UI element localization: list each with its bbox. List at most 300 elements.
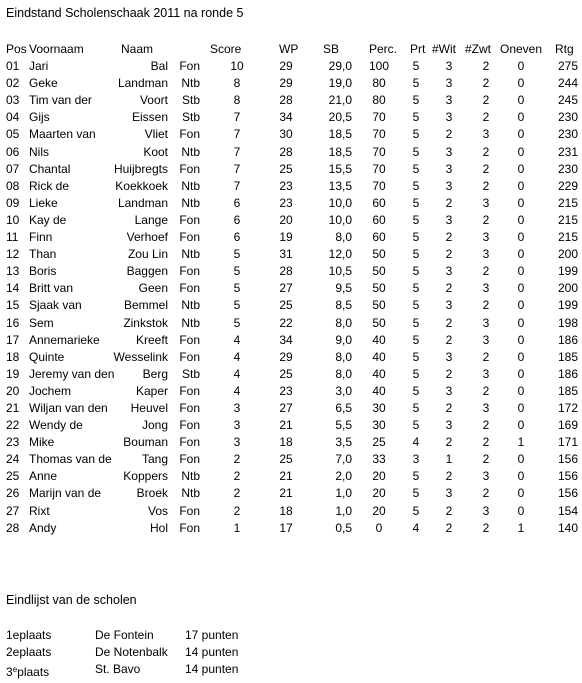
cell-perc: 40 — [372, 383, 386, 398]
cell-team: Ntb — [181, 76, 200, 91]
cell-team: Stb — [181, 366, 200, 381]
school-points: 17 punten — [185, 628, 239, 642]
cell-rtg: 169 — [557, 418, 578, 433]
cell-sb: 2,0 — [335, 469, 352, 484]
cell-score: 7 — [233, 127, 241, 142]
cell-pos: 24 — [6, 452, 20, 467]
cell-prt: 5 — [412, 247, 420, 262]
cell-last-name: Verhoef — [126, 230, 168, 245]
cell-wp: 29 — [279, 59, 293, 74]
cell-rtg: 186 — [557, 366, 578, 381]
cell-sb: 12,0 — [328, 247, 352, 262]
cell-first-name: Jeremy van den — [29, 366, 115, 381]
table-row — [0, 315, 582, 332]
cell-zwt: 3 — [482, 281, 490, 296]
cell-oneven: 0 — [517, 298, 525, 313]
cell-rtg: 230 — [557, 161, 578, 176]
header-first-name: Voornaam — [29, 42, 84, 56]
cell-sb: 10,0 — [328, 212, 352, 227]
cell-oneven: 0 — [517, 452, 525, 467]
cell-perc: 60 — [372, 230, 386, 245]
header-wit: #Wit — [432, 42, 456, 56]
cell-wit: 3 — [445, 212, 453, 227]
cell-team: Fon — [179, 161, 200, 176]
cell-pos: 08 — [6, 178, 20, 193]
cell-score: 5 — [233, 247, 241, 262]
cell-wit: 3 — [445, 93, 453, 108]
cell-wit: 3 — [445, 161, 453, 176]
cell-sb: 8,0 — [335, 349, 352, 364]
cell-last-name: Wesselink — [113, 349, 168, 364]
table-row — [0, 485, 582, 502]
cell-pos: 22 — [6, 418, 20, 433]
cell-pos: 23 — [6, 435, 20, 450]
cell-sb: 21,0 — [328, 93, 352, 108]
cell-perc: 80 — [372, 76, 386, 91]
cell-pos: 07 — [6, 161, 20, 176]
cell-rtg: 185 — [557, 349, 578, 364]
cell-pos: 28 — [6, 520, 20, 535]
cell-sb: 0,5 — [335, 520, 352, 535]
cell-pos: 12 — [6, 247, 20, 262]
cell-wp: 17 — [279, 520, 293, 535]
cell-rtg: 154 — [557, 503, 578, 518]
cell-prt: 5 — [412, 503, 420, 518]
cell-rtg: 156 — [557, 486, 578, 501]
cell-wit: 3 — [445, 418, 453, 433]
cell-last-name: Berg — [142, 366, 168, 381]
cell-first-name: Marijn van de — [29, 486, 102, 501]
cell-zwt: 2 — [482, 520, 490, 535]
cell-score: 2 — [233, 503, 241, 518]
table-row — [0, 58, 582, 75]
cell-wp: 22 — [279, 315, 293, 330]
cell-zwt: 2 — [482, 161, 490, 176]
cell-wp: 27 — [279, 400, 293, 415]
table-row — [0, 178, 582, 195]
cell-score: 8 — [233, 76, 241, 91]
table-row — [0, 417, 582, 434]
cell-sb: 3,5 — [335, 435, 352, 450]
cell-prt: 5 — [412, 76, 420, 91]
table-row — [0, 297, 582, 314]
cell-rtg: 186 — [557, 332, 578, 347]
cell-last-name: Hol — [149, 520, 168, 535]
cell-wp: 34 — [279, 332, 293, 347]
cell-score: 5 — [233, 281, 241, 296]
cell-rtg: 172 — [557, 400, 578, 415]
header-perc: Perc. — [369, 42, 398, 56]
cell-prt: 5 — [412, 400, 420, 415]
cell-first-name: Andy — [29, 520, 57, 535]
school-place-word: plaats — [19, 645, 52, 659]
cell-rtg: 229 — [557, 178, 578, 193]
cell-rtg: 140 — [557, 520, 578, 535]
list-item — [0, 661, 582, 678]
cell-zwt: 3 — [482, 195, 490, 210]
school-name: De Notenbalk — [95, 645, 168, 659]
table-header — [0, 41, 582, 58]
table-row — [0, 109, 582, 126]
cell-pos: 17 — [6, 332, 20, 347]
cell-wp: 27 — [279, 281, 293, 296]
cell-sb: 6,5 — [335, 400, 352, 415]
cell-first-name: Thomas van de — [29, 452, 112, 467]
cell-oneven: 0 — [517, 247, 525, 262]
cell-prt: 5 — [412, 315, 420, 330]
cell-wit: 1 — [445, 452, 453, 467]
cell-zwt: 3 — [482, 247, 490, 262]
header-prt: Prt — [410, 42, 426, 56]
cell-prt: 3 — [412, 452, 420, 467]
cell-last-name: Landman — [117, 195, 168, 210]
school-place-number: 1e — [6, 628, 20, 642]
table-row — [0, 229, 582, 246]
cell-wp: 19 — [279, 230, 293, 245]
cell-sb: 13,5 — [328, 178, 352, 193]
table-row — [0, 161, 582, 178]
cell-first-name: Wiljan van den — [29, 400, 108, 415]
table-row — [0, 332, 582, 349]
cell-perc: 70 — [372, 144, 386, 159]
cell-zwt: 3 — [482, 400, 490, 415]
cell-wp: 25 — [279, 298, 293, 313]
cell-sb: 7,0 — [335, 452, 352, 467]
cell-wit: 3 — [445, 486, 453, 501]
cell-wit: 3 — [445, 383, 453, 398]
cell-score: 4 — [233, 349, 241, 364]
cell-last-name: Landman — [117, 76, 168, 91]
cell-pos: 05 — [6, 127, 20, 142]
school-place — [6, 661, 49, 681]
cell-zwt: 2 — [482, 144, 490, 159]
cell-pos: 13 — [6, 264, 20, 279]
cell-first-name: Kay de — [29, 212, 67, 227]
cell-pos: 15 — [6, 298, 20, 313]
cell-team: Ntb — [181, 486, 200, 501]
cell-wp: 29 — [279, 76, 293, 91]
table-row — [0, 263, 582, 280]
cell-rtg: 215 — [557, 212, 578, 227]
cell-perc: 40 — [372, 332, 386, 347]
school-place-number: 2e — [6, 645, 20, 659]
cell-prt: 5 — [412, 144, 420, 159]
table-row — [0, 246, 582, 263]
cell-oneven: 0 — [517, 264, 525, 279]
cell-prt: 5 — [412, 349, 420, 364]
cell-perc: 70 — [372, 110, 386, 125]
cell-first-name: Mike — [29, 435, 55, 450]
cell-prt: 5 — [412, 161, 420, 176]
header-oneven: Oneven — [500, 42, 543, 56]
cell-last-name: Broek — [136, 486, 168, 501]
cell-perc: 30 — [372, 418, 386, 433]
cell-team: Fon — [179, 212, 200, 227]
cell-rtg: 275 — [557, 59, 578, 74]
cell-perc: 33 — [372, 452, 386, 467]
list-item — [0, 644, 582, 661]
cell-perc: 40 — [372, 349, 386, 364]
cell-last-name: Heuvel — [130, 400, 168, 415]
cell-wit: 2 — [445, 366, 453, 381]
header-zwt: #Zwt — [465, 42, 492, 56]
cell-sb: 20,5 — [328, 110, 352, 125]
cell-wp: 21 — [279, 486, 293, 501]
school-place-word: plaats — [19, 628, 52, 642]
school-place-number: 3 — [6, 665, 13, 679]
cell-zwt: 2 — [482, 212, 490, 227]
cell-rtg: 156 — [557, 469, 578, 484]
cell-perc: 40 — [372, 366, 386, 381]
cell-zwt: 3 — [482, 315, 490, 330]
header-wp: WP — [279, 42, 299, 56]
cell-perc: 50 — [372, 264, 386, 279]
cell-score: 8 — [233, 93, 241, 108]
header-pos: Pos — [6, 42, 27, 56]
cell-wit: 3 — [445, 110, 453, 125]
cell-first-name: Wendy de — [29, 418, 83, 433]
cell-wit: 2 — [445, 435, 453, 450]
cell-oneven: 0 — [517, 332, 525, 347]
cell-last-name: Bal — [150, 59, 168, 74]
cell-team: Fon — [179, 264, 200, 279]
cell-oneven: 0 — [517, 469, 525, 484]
cell-prt: 5 — [412, 59, 420, 74]
cell-rtg: 244 — [557, 76, 578, 91]
cell-wp: 20 — [279, 212, 293, 227]
cell-zwt: 3 — [482, 366, 490, 381]
cell-last-name: Tang — [141, 452, 168, 467]
cell-perc: 20 — [372, 469, 386, 484]
cell-perc: 70 — [372, 161, 386, 176]
cell-wit: 3 — [445, 349, 453, 364]
cell-first-name: Quinte — [29, 349, 65, 364]
cell-prt: 5 — [412, 93, 420, 108]
cell-perc: 50 — [372, 315, 386, 330]
cell-score: 6 — [233, 195, 241, 210]
cell-pos: 02 — [6, 76, 20, 91]
cell-zwt: 3 — [482, 230, 490, 245]
table-row — [0, 451, 582, 468]
list-item — [0, 627, 582, 644]
cell-oneven: 0 — [517, 366, 525, 381]
cell-perc: 0 — [375, 520, 383, 535]
cell-prt: 5 — [412, 264, 420, 279]
cell-pos: 04 — [6, 110, 20, 125]
cell-team: Fon — [179, 452, 200, 467]
cell-score: 4 — [233, 332, 241, 347]
cell-first-name: Boris — [29, 264, 57, 279]
schools-list — [0, 627, 582, 678]
table-row — [0, 503, 582, 520]
cell-score: 4 — [233, 383, 241, 398]
header-last-name: Naam — [121, 42, 154, 56]
cell-last-name: Zou Lin — [127, 247, 168, 262]
cell-wit: 2 — [445, 469, 453, 484]
table-row — [0, 434, 582, 451]
cell-score: 6 — [233, 212, 241, 227]
cell-oneven: 0 — [517, 230, 525, 245]
cell-wit: 2 — [445, 195, 453, 210]
cell-wit: 2 — [445, 281, 453, 296]
cell-oneven: 0 — [517, 503, 525, 518]
cell-prt: 5 — [412, 281, 420, 296]
table-row — [0, 366, 582, 383]
cell-first-name: Gijs — [29, 110, 50, 125]
cell-first-name: Chantal — [29, 161, 71, 176]
cell-pos: 19 — [6, 366, 20, 381]
cell-team: Stb — [181, 110, 200, 125]
school-points: 14 punten — [185, 662, 239, 676]
cell-pos: 18 — [6, 349, 20, 364]
cell-oneven: 0 — [517, 127, 525, 142]
cell-oneven: 0 — [517, 161, 525, 176]
cell-zwt: 3 — [482, 469, 490, 484]
cell-prt: 5 — [412, 486, 420, 501]
cell-wit: 2 — [445, 400, 453, 415]
cell-perc: 50 — [372, 247, 386, 262]
cell-team: Fon — [179, 418, 200, 433]
cell-oneven: 0 — [517, 212, 525, 227]
cell-last-name: Koppers — [123, 469, 168, 484]
cell-team: Fon — [179, 127, 200, 142]
cell-wp: 28 — [279, 144, 293, 159]
cell-pos: 26 — [6, 486, 20, 501]
cell-last-name: Vos — [147, 503, 168, 518]
cell-team: Fon — [179, 59, 200, 74]
cell-oneven: 0 — [517, 418, 525, 433]
school-name: De Fontein — [95, 628, 154, 642]
cell-last-name: Huijbregts — [113, 161, 168, 176]
cell-zwt: 2 — [482, 486, 490, 501]
cell-first-name: Rick de — [29, 178, 70, 193]
cell-pos: 27 — [6, 503, 20, 518]
cell-team: Ntb — [181, 144, 200, 159]
cell-first-name: Anne — [29, 469, 58, 484]
cell-score: 2 — [233, 486, 241, 501]
cell-oneven: 0 — [517, 59, 525, 74]
cell-first-name: Sem — [29, 315, 54, 330]
cell-pos: 20 — [6, 383, 20, 398]
cell-prt: 4 — [412, 435, 420, 450]
cell-perc: 20 — [372, 503, 386, 518]
cell-team: Fon — [179, 503, 200, 518]
standings-table — [0, 41, 582, 537]
cell-wp: 23 — [279, 383, 293, 398]
cell-wp: 25 — [279, 161, 293, 176]
cell-score: 7 — [233, 110, 241, 125]
cell-wp: 21 — [279, 418, 293, 433]
cell-team: Ntb — [181, 195, 200, 210]
cell-sb: 1,0 — [335, 503, 352, 518]
table-row — [0, 92, 582, 109]
cell-score: 7 — [233, 144, 241, 159]
cell-wit: 3 — [445, 144, 453, 159]
header-rtg: Rtg — [555, 42, 574, 56]
cell-last-name: Lange — [134, 212, 168, 227]
header-score: Score — [210, 42, 242, 56]
cell-wit: 2 — [445, 332, 453, 347]
cell-team: Fon — [179, 281, 200, 296]
cell-team: Ntb — [181, 178, 200, 193]
school-points: 14 punten — [185, 645, 239, 659]
table-row — [0, 212, 582, 229]
cell-score: 6 — [233, 230, 241, 245]
cell-wit: 2 — [445, 247, 453, 262]
cell-wit: 3 — [445, 76, 453, 91]
cell-pos: 11 — [6, 230, 19, 245]
cell-rtg: 185 — [557, 383, 578, 398]
cell-score: 3 — [233, 435, 241, 450]
cell-prt: 5 — [412, 212, 420, 227]
cell-wit: 3 — [445, 298, 453, 313]
cell-zwt: 2 — [482, 178, 490, 193]
cell-team: Ntb — [181, 298, 200, 313]
cell-wp: 31 — [279, 247, 293, 262]
cell-oneven: 0 — [517, 383, 525, 398]
cell-last-name: Zinkstok — [123, 315, 168, 330]
cell-sb: 29,0 — [328, 59, 352, 74]
cell-wit: 2 — [445, 127, 453, 142]
school-name: St. Bavo — [95, 662, 141, 676]
cell-oneven: 0 — [517, 349, 525, 364]
cell-prt: 5 — [412, 110, 420, 125]
cell-team: Fon — [179, 332, 200, 347]
cell-prt: 5 — [412, 178, 420, 193]
cell-sb: 8,0 — [335, 230, 352, 245]
cell-zwt: 3 — [482, 503, 490, 518]
cell-team: Fon — [179, 383, 200, 398]
cell-last-name: Bemmel — [123, 298, 168, 313]
page-title: Eindstand Scholenschaak 2011 na ronde 5 — [6, 6, 244, 20]
cell-zwt: 2 — [482, 418, 490, 433]
cell-wp: 29 — [279, 349, 293, 364]
cell-sb: 9,5 — [335, 281, 352, 296]
cell-prt: 5 — [412, 195, 420, 210]
cell-first-name: Maarten van — [29, 127, 96, 142]
cell-perc: 80 — [372, 93, 386, 108]
cell-prt: 5 — [412, 332, 420, 347]
cell-sb: 9,0 — [335, 332, 352, 347]
table-row — [0, 195, 582, 212]
cell-team: Fon — [179, 349, 200, 364]
cell-rtg: 231 — [557, 144, 578, 159]
cell-score: 5 — [233, 298, 241, 313]
cell-wp: 25 — [279, 452, 293, 467]
cell-sb: 1,0 — [335, 486, 352, 501]
cell-wp: 21 — [279, 469, 293, 484]
cell-last-name: Jong — [141, 418, 168, 433]
cell-zwt: 2 — [482, 383, 490, 398]
cell-zwt: 2 — [482, 452, 490, 467]
schools-title: Eindlijst van de scholen — [6, 593, 137, 607]
cell-rtg: 156 — [557, 452, 578, 467]
cell-sb: 8,5 — [335, 298, 352, 313]
cell-oneven: 0 — [517, 195, 525, 210]
cell-sb: 18,5 — [328, 127, 352, 142]
cell-wit: 2 — [445, 520, 453, 535]
cell-score: 2 — [233, 452, 241, 467]
cell-first-name: Jochem — [29, 383, 72, 398]
cell-pos: 25 — [6, 469, 20, 484]
cell-wp: 25 — [279, 366, 293, 381]
cell-oneven: 0 — [517, 178, 525, 193]
cell-last-name: Koekkoek — [115, 178, 168, 193]
cell-prt: 4 — [412, 520, 420, 535]
cell-pos: 14 — [6, 281, 20, 296]
cell-rtg: 198 — [557, 315, 578, 330]
cell-pos: 06 — [6, 144, 20, 159]
